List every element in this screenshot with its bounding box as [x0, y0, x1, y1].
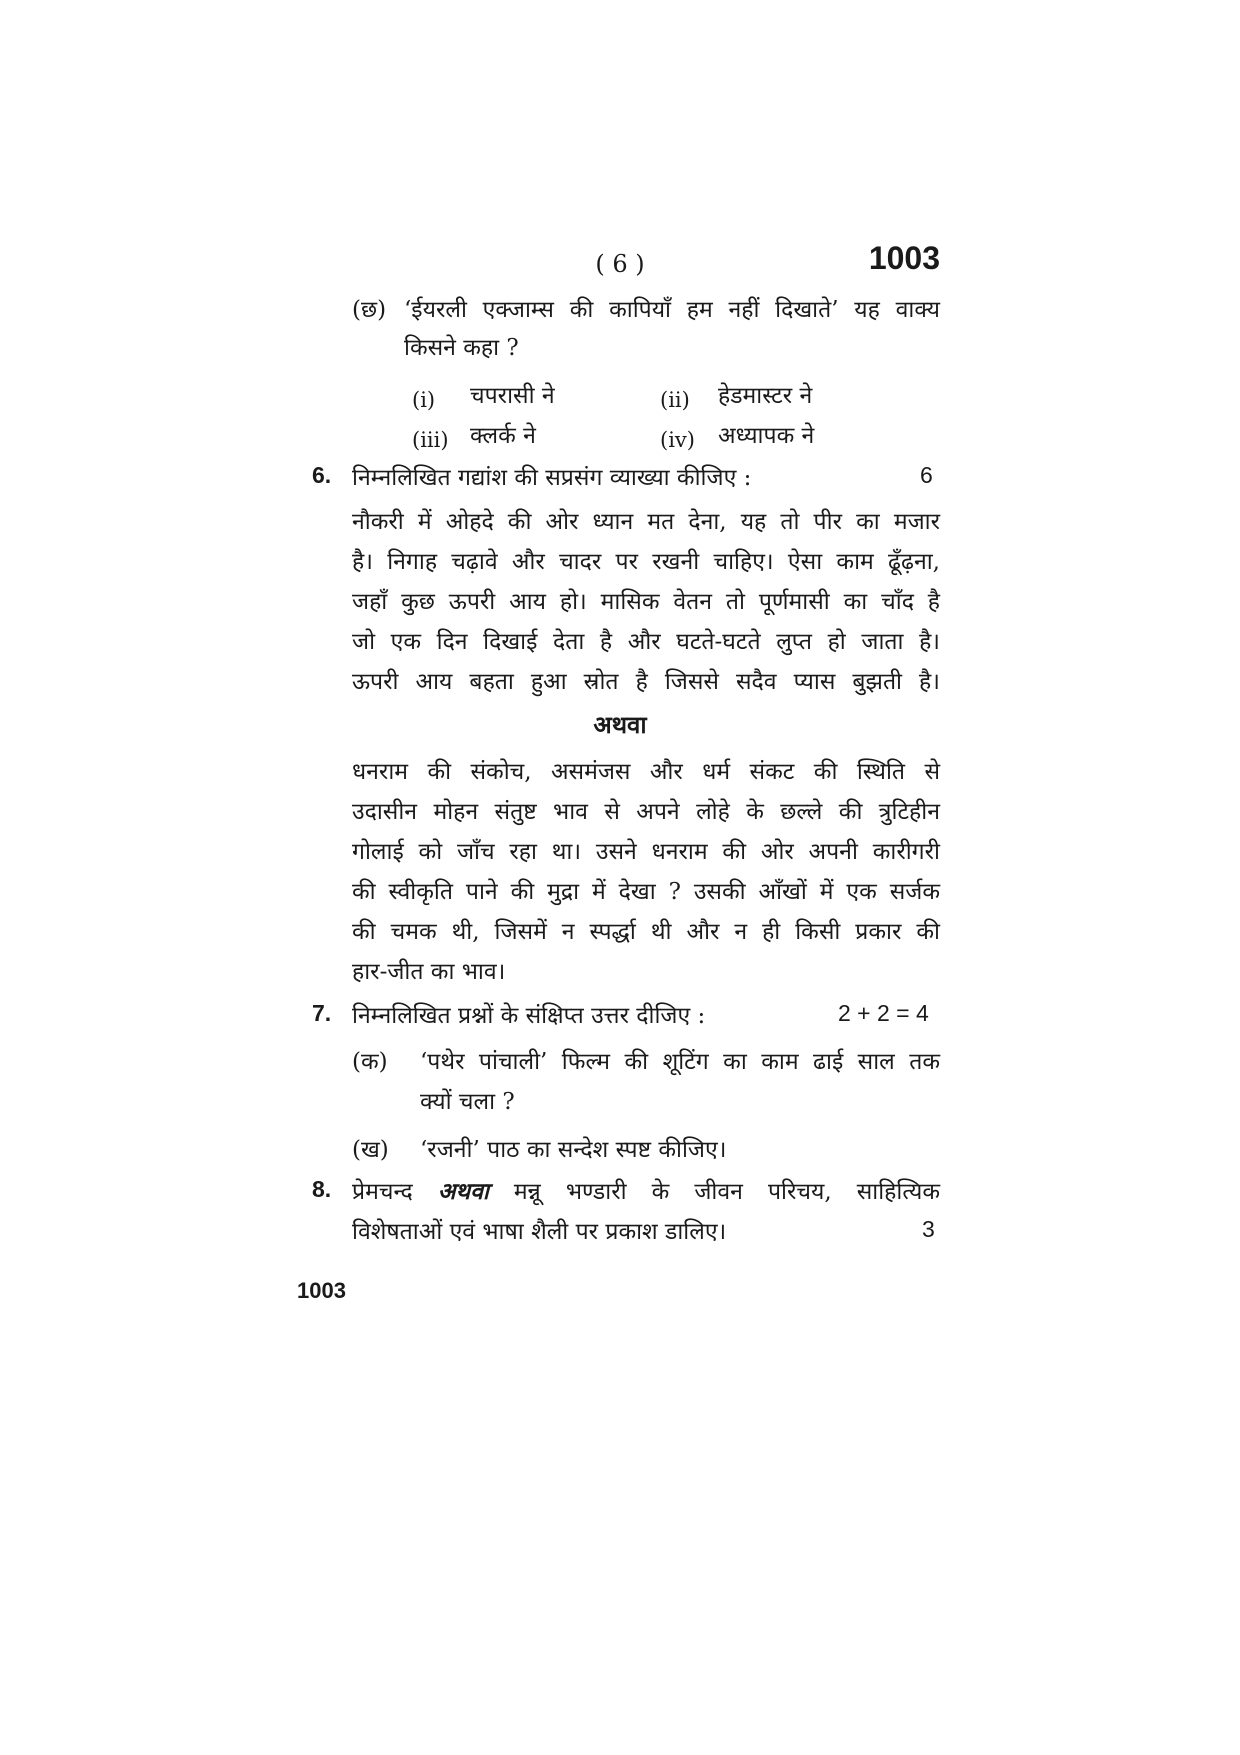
option-number: (i): [412, 388, 436, 412]
question-text-line: [352, 1172, 940, 1212]
emphasis-or: अथवा: [437, 1178, 489, 1205]
question-text-line: क्यों चला ?: [420, 1089, 515, 1115]
question-instruction: निम्नलिखित गद्यांश की सप्रसंग व्याख्या कीजिए :: [352, 465, 752, 491]
question-number: 7.: [312, 1000, 332, 1026]
question-part-label: (छ): [352, 297, 387, 323]
question-text-line: ‘ईयरली एक्जाम्स की कापियाँ हम नहीं दिखाते’ यह वाक्य: [404, 297, 940, 323]
or-heading: अथवा: [593, 710, 647, 739]
question-part-label: (क): [352, 1049, 388, 1075]
passage-line: धनराम की संकोच, असमंजस और धर्म संकट की स्थिति से: [352, 759, 940, 785]
passage-line: की चमक थी, जिसमें न स्पर्द्धा थी और न ही किसी प्रकार की: [352, 919, 940, 945]
passage-line: उदासीन मोहन संतुष्ट भाव से अपने लोहे के छल्ले की त्रुटिहीन: [352, 799, 940, 825]
passage-line: जहाँ कुछ ऊपरी आय हो। मासिक वेतन तो पूर्णमासी का चाँद है: [352, 589, 940, 615]
question-number: 8.: [312, 1176, 332, 1202]
option-item: [412, 420, 449, 460]
question-text-line: विशेषताओं एवं भाषा शैली पर प्रकाश डालिए।: [352, 1219, 727, 1245]
option-text: अध्यापक ने: [718, 423, 815, 449]
option-text: चपरासी ने: [470, 383, 555, 409]
question-marks: 6: [920, 462, 933, 488]
page-number: ( 6 ): [595, 250, 645, 278]
question-number: 6.: [312, 462, 332, 488]
passage-line: जो एक दिन दिखाई देता है और घटते-घटते लुप्त हो जाता है।: [352, 629, 940, 655]
option-number: (iii): [412, 428, 449, 452]
option-item: [660, 380, 690, 420]
passage-line: ऊपरी आय बहता हुआ स्रोत है जिससे सदैव प्यास बुझती है।: [352, 669, 940, 695]
question-text-line: ‘पथेर पांचाली’ फिल्म की शूटिंग का काम ढाई साल तक: [420, 1049, 940, 1075]
paper-code-footer: 1003: [297, 1278, 346, 1303]
question-part-label: (ख): [352, 1137, 389, 1163]
paper-code-header: 1003: [868, 240, 940, 276]
option-number: (iv): [660, 428, 695, 452]
option-text: क्लर्क ने: [470, 423, 536, 449]
question-instruction: निम्नलिखित प्रश्नों के संक्षिप्त उत्तर दीजिए :: [352, 1003, 706, 1029]
passage-line: है। निगाह चढ़ावे और चादर पर रखनी चाहिए। ऐसा काम ढूँढ़ना,: [352, 549, 940, 575]
option-item: [412, 380, 435, 420]
option-item: [660, 420, 695, 460]
question-text-line: किसने कहा ?: [404, 335, 519, 361]
option-text: हेडमास्टर ने: [718, 383, 813, 409]
question-marks: 3: [922, 1216, 935, 1242]
question-text-line: ‘रजनी’ पाठ का सन्देश स्पष्ट कीजिए।: [420, 1137, 727, 1163]
passage-line: की स्वीकृति पाने की मुद्रा में देखा ? उसकी आँखों में एक सर्जक: [352, 879, 940, 905]
question-marks: 2 + 2 = 4: [838, 1000, 929, 1026]
passage-line: नौकरी में ओहदे की ओर ध्यान मत देना, यह तो पीर का मजार: [352, 509, 940, 535]
passage-line: गोलाई को जाँच रहा था। उसने धनराम की ओर अपनी कारीगरी: [352, 839, 940, 865]
question-text-part: मन्नू भण्डारी के जीवन परिचय, साहित्यिक: [513, 1179, 941, 1205]
option-number: (ii): [660, 388, 690, 412]
passage-line: हार-जीत का भाव।: [352, 959, 506, 985]
question-text-part: प्रेमचन्द: [352, 1179, 413, 1205]
